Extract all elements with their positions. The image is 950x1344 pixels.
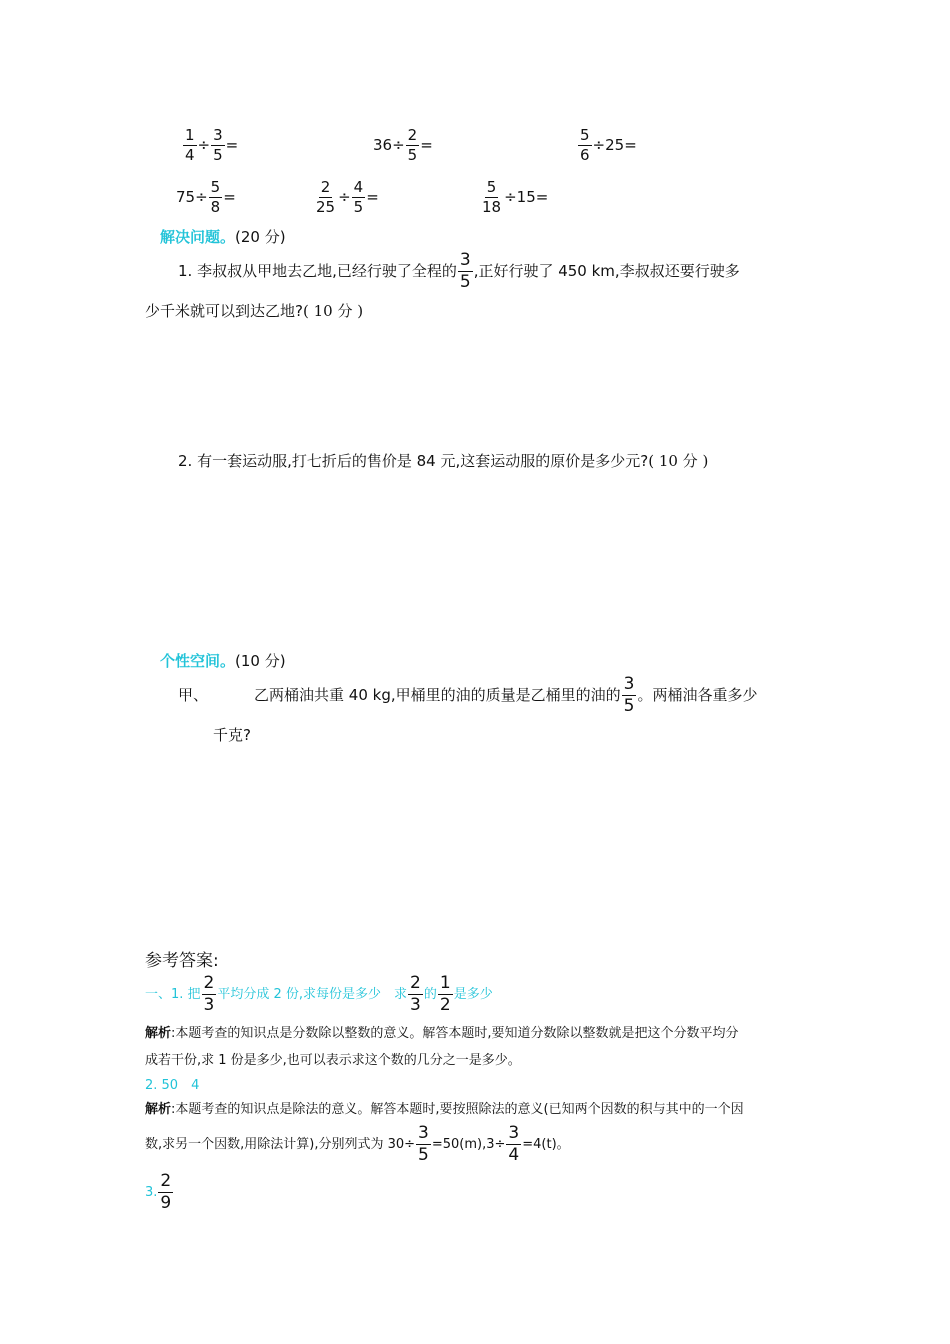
calc-2-3: $\frac{5}{18}$ ÷15= <box>482 178 549 216</box>
fraction: $\frac{2}{3}$ <box>203 973 215 1015</box>
question-3-line2: 千克? <box>213 726 251 744</box>
question-1-line2: 少千米就可以到达乙地?( 10 分 ) <box>145 302 364 320</box>
calc-2-2: $\frac{2}{25}$ ÷ $\frac{4}{5}$ = <box>316 178 379 216</box>
fraction: $\frac{1}{4}$ <box>185 126 195 164</box>
explanation-1-line1: 解析:本题考查的知识点是分数除以整数的意义。解答本题时,要知道分数除以整数就是把这个分数平均分 <box>145 1026 739 1041</box>
fraction: $\frac{1}{2}$ <box>439 973 451 1015</box>
fraction: $\frac{5}{6}$ <box>580 126 590 164</box>
fraction: $\frac{2}{9}$ <box>160 1171 172 1213</box>
question-2: 2. 有一套运动服,打七折后的售价是 84 元,这套运动服的原价是多少元?( 10 分 ) <box>178 452 709 470</box>
section-personal-heading: 个性空间。(10 分) <box>160 652 286 670</box>
section-solve-heading: 解决问题。(20 分) <box>160 228 286 246</box>
fraction: $\frac{3}{5}$ <box>418 1123 429 1165</box>
fraction: $\frac{2}{25}$ <box>316 178 336 216</box>
fraction: $\frac{2}{3}$ <box>410 973 421 1015</box>
answer-2: 2. 50 4 <box>145 1078 200 1093</box>
answer-1: 一、1. 把 $\frac{2}{3}$ 平均分成 2 份,求每份是多少 求 $\frac{2}{3}$ 的 $\frac{1}{2}$ 是多少 <box>145 973 493 1015</box>
fraction: $\frac{2}{5}$ <box>407 126 418 164</box>
calc-1-3: $\frac{5}{6}$ ÷25= <box>580 126 637 164</box>
answers-heading: 参考答案: <box>145 951 219 971</box>
explanation-1-line2: 成若干份,求 1 份是多少,也可以表示求这个数的几分之一是多少。 <box>145 1053 521 1068</box>
explanation-2-line2: 数,求另一个因数,用除法计算),分别列式为 30÷ $\frac{3}{5}$ =50(m),3÷ $\frac{3}{4}$ =4(t)。 <box>145 1123 570 1165</box>
fraction: $\frac{3}{4}$ <box>508 1123 520 1165</box>
fraction: $\frac{3}{5}$ <box>213 126 223 164</box>
fraction: $\frac{4}{5}$ <box>353 178 364 216</box>
question-3-line1: 甲、 乙两桶油共重 40 kg,甲桶里的油的质量是乙桶里的油的 $\frac{3}{5}$ 。两桶油各重多少 <box>178 674 758 716</box>
calc-1-1: $\frac{1}{4}$ ÷ $\frac{3}{5}$ = <box>185 126 239 164</box>
question-1-line1: 1. 李叔叔从甲地去乙地,已经行驶了全程的 $\frac{3}{5}$ ,正好行驶了 450 km,李叔叔还要行驶多 <box>178 250 740 292</box>
explanation-2-line1: 解析:本题考查的知识点是除法的意义。解答本题时,要按照除法的意义(已知两个因数的积与其中的一个因 <box>145 1102 744 1117</box>
fraction: $\frac{5}{18}$ <box>482 178 502 216</box>
fraction: $\frac{3}{5}$ <box>459 250 471 292</box>
calc-2-1: 75÷ $\frac{5}{8}$ = <box>176 178 236 216</box>
fraction: $\frac{3}{5}$ <box>623 674 635 716</box>
answer-3: 3. $\frac{2}{9}$ <box>145 1171 172 1213</box>
fraction: $\frac{5}{8}$ <box>210 178 221 216</box>
calc-1-2: 36÷ $\frac{2}{5}$ = <box>373 126 433 164</box>
